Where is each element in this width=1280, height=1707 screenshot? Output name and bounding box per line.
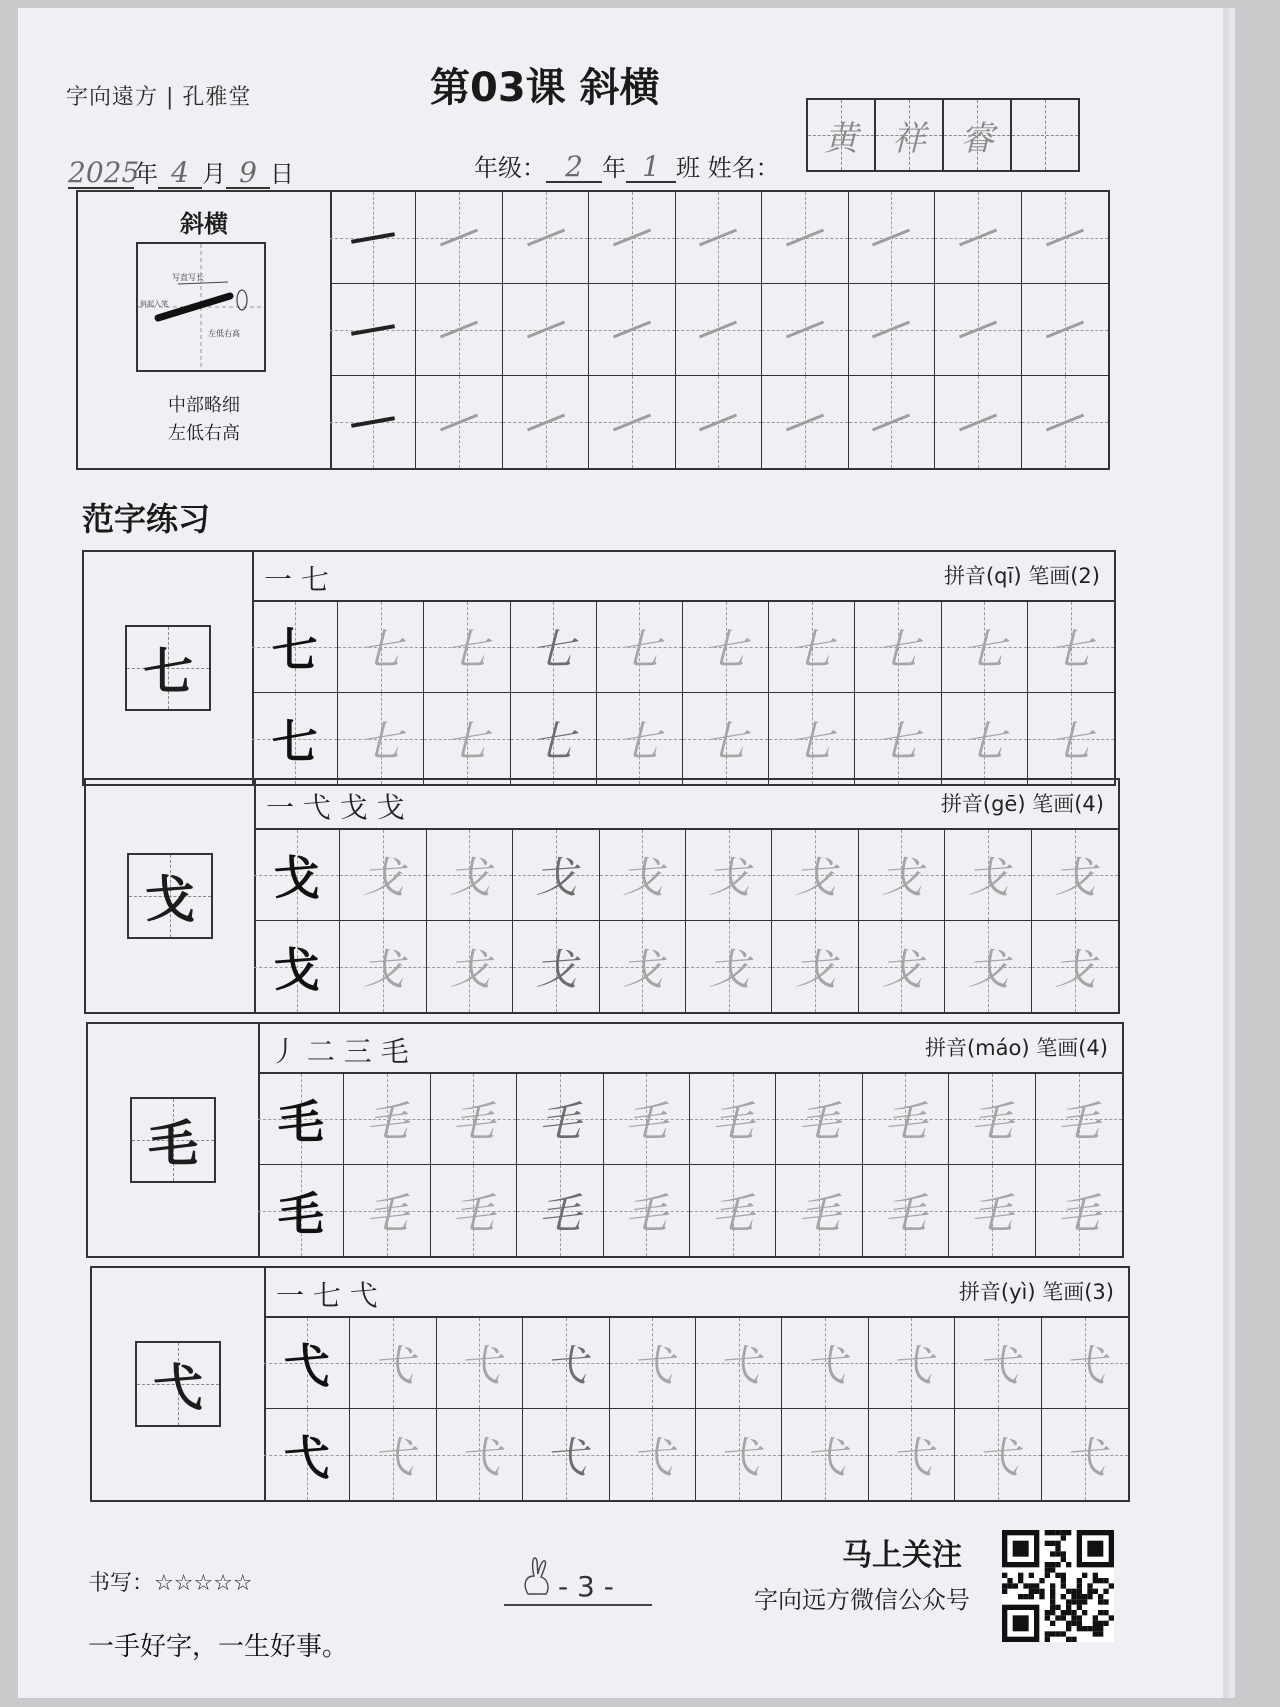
model-character: 戈 bbox=[273, 851, 320, 905]
traced-character: 毛 bbox=[711, 1188, 754, 1238]
character-practice-cell[interactable] bbox=[597, 602, 683, 693]
traced-character: 毛 bbox=[538, 1097, 581, 1146]
character-practice-cell[interactable] bbox=[690, 1074, 776, 1165]
stroke-annotation: 斜起入笔 bbox=[140, 300, 168, 308]
pinyin-label: 拼音 bbox=[940, 792, 983, 816]
name-grid[interactable] bbox=[806, 98, 1080, 172]
character-practice-cell[interactable] bbox=[782, 1409, 868, 1500]
stroke-practice-cell[interactable] bbox=[762, 284, 848, 376]
traced-character: 弋 bbox=[804, 1432, 847, 1482]
character-practice-cell[interactable] bbox=[517, 1165, 603, 1256]
strokes-label: 笔画 bbox=[1042, 1280, 1085, 1304]
traced-character: 弋 bbox=[458, 1341, 501, 1390]
character-practice-cell[interactable] bbox=[437, 1318, 523, 1409]
character-practice-cell[interactable] bbox=[350, 1409, 436, 1500]
stroke-practice-cell[interactable] bbox=[849, 192, 935, 284]
date-year[interactable]: 2025 bbox=[68, 156, 140, 189]
character-practice-cell[interactable] bbox=[258, 1165, 344, 1256]
stroke-practice-cell[interactable] bbox=[589, 376, 675, 468]
stroke-name: 斜横 bbox=[180, 210, 228, 238]
character-practice-cell[interactable] bbox=[604, 1074, 690, 1165]
strokes-value: 2 bbox=[1078, 564, 1092, 588]
character-practice-cell[interactable] bbox=[942, 602, 1028, 693]
character-practice-cell[interactable] bbox=[1042, 1318, 1128, 1409]
name-cell[interactable]: 祥 bbox=[876, 100, 944, 170]
strokes-label: 笔画 bbox=[1036, 1036, 1079, 1060]
stroke-practice-cell[interactable] bbox=[416, 376, 502, 468]
character-practice-grid bbox=[254, 828, 1118, 1012]
traced-character: 戈 bbox=[448, 944, 491, 994]
model-character-panel bbox=[92, 1268, 266, 1500]
traced-character: 七 bbox=[1049, 625, 1092, 674]
motto: 一手好字，一生好事。 bbox=[88, 1632, 349, 1662]
traced-character: 毛 bbox=[452, 1188, 495, 1238]
stroke-order: 一 七 bbox=[264, 563, 329, 596]
grade-value[interactable]: 2 bbox=[546, 153, 602, 183]
character-practice-cell[interactable] bbox=[340, 921, 426, 1012]
model-character-panel bbox=[86, 780, 256, 1012]
stroke-practice-cell[interactable] bbox=[416, 192, 502, 284]
traced-character: 戈 bbox=[966, 944, 1009, 994]
rabbit-icon-svg bbox=[518, 1554, 558, 1598]
traced-character: 毛 bbox=[884, 1097, 927, 1146]
character-practice-cell[interactable] bbox=[772, 830, 858, 921]
character-practice-grid bbox=[264, 1316, 1128, 1500]
character-practice-cell[interactable] bbox=[1042, 1409, 1128, 1500]
traced-character: 戈 bbox=[880, 853, 923, 902]
strokes-label: 笔画 bbox=[1032, 792, 1075, 816]
character-practice-cell[interactable] bbox=[338, 693, 424, 784]
wechat-label: 字向远方微信公众号 bbox=[754, 1586, 970, 1614]
character-practice-cell[interactable] bbox=[769, 602, 855, 693]
traced-character: 戈 bbox=[362, 853, 405, 902]
stroke-grid bbox=[330, 192, 1108, 468]
traced-character: 戈 bbox=[448, 853, 491, 902]
traced-character: 弋 bbox=[717, 1341, 760, 1390]
model-character: 弋 bbox=[283, 1430, 330, 1485]
date-year-label: 年 bbox=[134, 160, 158, 188]
stroke-note: 左低右高 bbox=[168, 423, 240, 444]
grade-unit: 年 bbox=[602, 154, 626, 182]
character-practice-grid bbox=[258, 1072, 1122, 1256]
character-practice-cell[interactable] bbox=[338, 602, 424, 693]
character-practice-cell[interactable] bbox=[863, 1165, 949, 1256]
character-practice-cell[interactable] bbox=[1036, 1165, 1122, 1256]
traced-character: 戈 bbox=[794, 853, 837, 902]
traced-character: 毛 bbox=[366, 1097, 409, 1146]
follow-label: 马上关注 bbox=[842, 1538, 962, 1573]
traced-character: 七 bbox=[532, 716, 575, 766]
class-value[interactable]: 1 bbox=[626, 153, 676, 183]
name-cell[interactable]: 黄 bbox=[808, 100, 876, 170]
brand-logo: 字向遠方 | 孔雅堂 bbox=[66, 85, 252, 110]
traced-character: 戈 bbox=[621, 853, 664, 902]
page-underline bbox=[504, 1604, 652, 1606]
character-practice-cell[interactable] bbox=[1032, 921, 1118, 1012]
stroke-notes bbox=[78, 392, 330, 448]
pinyin-label: 拼音 bbox=[958, 1280, 1001, 1304]
traced-character: 弋 bbox=[631, 1432, 674, 1482]
stroke-practice-cell[interactable] bbox=[330, 284, 416, 376]
stroke-practice-cell[interactable] bbox=[849, 376, 935, 468]
strokes-label: 笔画 bbox=[1028, 564, 1071, 588]
traced-character: 弋 bbox=[372, 1341, 415, 1390]
character-practice-cell[interactable] bbox=[686, 921, 772, 1012]
traced-character: 弋 bbox=[544, 1432, 587, 1482]
character-practice-cell[interactable] bbox=[437, 1409, 523, 1500]
lesson-title: 第03课 斜横 bbox=[430, 65, 660, 111]
character-practice-cell[interactable] bbox=[772, 921, 858, 1012]
strokes-value: 4 bbox=[1082, 792, 1096, 816]
traced-character: 戈 bbox=[362, 944, 405, 994]
traced-character: 弋 bbox=[1063, 1432, 1106, 1482]
stroke-practice-cell[interactable] bbox=[1022, 284, 1108, 376]
traced-character: 戈 bbox=[707, 853, 750, 902]
traced-character: 七 bbox=[359, 625, 402, 674]
traced-character: 七 bbox=[1049, 716, 1092, 766]
character-practice-cell[interactable] bbox=[683, 602, 769, 693]
stroke-diagram-svg bbox=[138, 244, 264, 370]
character-practice-cell[interactable] bbox=[523, 1318, 609, 1409]
date-day[interactable]: 9 bbox=[226, 159, 270, 189]
model-character-box bbox=[130, 1097, 216, 1183]
character-practice-cell[interactable] bbox=[782, 1318, 868, 1409]
character-practice-cell[interactable] bbox=[945, 921, 1031, 1012]
traced-character: 戈 bbox=[1053, 944, 1096, 994]
character-practice-cell[interactable] bbox=[869, 1409, 955, 1500]
date-line bbox=[68, 154, 294, 189]
character-practice-cell[interactable] bbox=[683, 693, 769, 784]
model-character-box bbox=[125, 625, 211, 711]
character-meta: 拼音(yì) 笔画(3) bbox=[958, 1280, 1114, 1304]
model-character: 七 bbox=[271, 623, 318, 677]
character-practice-cell[interactable] bbox=[523, 1409, 609, 1500]
traced-character: 毛 bbox=[1057, 1097, 1100, 1146]
traced-character: 七 bbox=[704, 625, 747, 674]
character-meta: 拼音(gē) 笔画(4) bbox=[940, 792, 1104, 816]
stroke-practice-cell[interactable] bbox=[935, 284, 1021, 376]
traced-character: 毛 bbox=[798, 1097, 841, 1146]
traced-character: 七 bbox=[963, 625, 1006, 674]
character-practice-cell[interactable] bbox=[427, 830, 513, 921]
traced-character: 毛 bbox=[884, 1188, 927, 1238]
character-practice-cell[interactable] bbox=[776, 1074, 862, 1165]
page-number: - 3 - bbox=[558, 1570, 614, 1603]
traced-character: 弋 bbox=[372, 1432, 415, 1482]
character-block bbox=[82, 550, 1116, 786]
character-practice-cell[interactable] bbox=[254, 830, 340, 921]
traced-character: 毛 bbox=[625, 1188, 668, 1238]
model-character: 弋 bbox=[283, 1339, 330, 1393]
model-character: 弋 bbox=[153, 1358, 203, 1417]
traced-character: 毛 bbox=[970, 1097, 1013, 1146]
character-practice-cell[interactable] bbox=[597, 693, 683, 784]
traced-character: 弋 bbox=[458, 1432, 501, 1482]
character-practice-cell[interactable] bbox=[610, 1409, 696, 1500]
worksheet-page bbox=[18, 8, 1223, 1698]
character-practice-cell[interactable] bbox=[424, 693, 510, 784]
character-practice-cell[interactable] bbox=[869, 1318, 955, 1409]
stroke-practice-cell[interactable] bbox=[849, 284, 935, 376]
character-practice-cell[interactable] bbox=[769, 693, 855, 784]
character-practice-cell[interactable] bbox=[424, 602, 510, 693]
traced-character: 弋 bbox=[717, 1432, 760, 1482]
stroke-practice-cell[interactable] bbox=[416, 284, 502, 376]
traced-character: 弋 bbox=[1063, 1341, 1106, 1390]
character-practice-cell[interactable] bbox=[513, 921, 599, 1012]
stroke-order: 一 七 弋 bbox=[276, 1279, 378, 1312]
traced-character: 毛 bbox=[1057, 1188, 1100, 1238]
stroke-practice-cell[interactable] bbox=[1022, 376, 1108, 468]
character-practice-cell[interactable] bbox=[955, 1318, 1041, 1409]
character-practice-cell[interactable] bbox=[511, 602, 597, 693]
pinyin-value: máo bbox=[975, 1036, 1022, 1060]
traced-character: 七 bbox=[963, 716, 1006, 766]
traced-character: 戈 bbox=[794, 944, 837, 994]
model-character-panel bbox=[84, 552, 254, 784]
traced-character: 毛 bbox=[798, 1188, 841, 1238]
model-character-box bbox=[127, 853, 213, 939]
traced-character: 七 bbox=[790, 716, 833, 766]
character-block bbox=[90, 1266, 1130, 1502]
character-practice-cell[interactable] bbox=[1028, 602, 1114, 693]
model-character: 毛 bbox=[277, 1186, 324, 1241]
stroke-practice-cell[interactable] bbox=[503, 376, 589, 468]
traced-character: 毛 bbox=[625, 1097, 668, 1146]
character-practice-cell[interactable] bbox=[513, 830, 599, 921]
character-meta: 拼音(qī) 笔画(2) bbox=[943, 564, 1100, 588]
character-practice-cell[interactable] bbox=[600, 830, 686, 921]
stroke-annotation: 左低右高 bbox=[208, 329, 240, 338]
stroke-practice-cell[interactable] bbox=[676, 192, 762, 284]
character-practice-cell[interactable] bbox=[690, 1165, 776, 1256]
character-practice-cell[interactable] bbox=[600, 921, 686, 1012]
traced-character: 弋 bbox=[544, 1341, 587, 1390]
class-label: 班 姓名： bbox=[676, 154, 780, 182]
character-practice-cell[interactable] bbox=[945, 830, 1031, 921]
character-practice-cell[interactable] bbox=[252, 602, 338, 693]
stroke-practice-cell[interactable] bbox=[935, 192, 1021, 284]
character-meta: 拼音(máo) 笔画(4) bbox=[924, 1036, 1108, 1060]
traced-character: 戈 bbox=[1053, 853, 1096, 902]
stroke-annotation: 写直写长 bbox=[172, 273, 204, 282]
traced-character: 七 bbox=[790, 625, 833, 674]
character-practice-cell[interactable] bbox=[1036, 1074, 1122, 1165]
character-practice-cell[interactable] bbox=[955, 1409, 1041, 1500]
strokes-value: 3 bbox=[1092, 1280, 1106, 1304]
model-character: 七 bbox=[271, 714, 318, 769]
traced-character: 弋 bbox=[976, 1341, 1019, 1390]
traced-character: 弋 bbox=[631, 1341, 674, 1390]
stroke-practice-cell[interactable] bbox=[503, 192, 589, 284]
traced-character: 戈 bbox=[534, 944, 577, 994]
character-practice-cell[interactable] bbox=[942, 693, 1028, 784]
stroke-note: 中部略细 bbox=[168, 395, 240, 416]
stroke-practice-cell[interactable] bbox=[503, 284, 589, 376]
stroke-practice-cell[interactable] bbox=[762, 192, 848, 284]
character-practice-cell[interactable] bbox=[859, 830, 945, 921]
traced-character: 七 bbox=[359, 716, 402, 766]
traced-character: 七 bbox=[876, 625, 919, 674]
traced-character: 毛 bbox=[970, 1188, 1013, 1238]
stroke-practice-cell[interactable] bbox=[330, 376, 416, 468]
character-practice-cell[interactable] bbox=[431, 1165, 517, 1256]
character-practice-cell[interactable] bbox=[859, 921, 945, 1012]
character-practice-cell[interactable] bbox=[1028, 693, 1114, 784]
traced-character: 毛 bbox=[452, 1097, 495, 1146]
character-practice-cell[interactable] bbox=[344, 1074, 430, 1165]
character-practice-cell[interactable] bbox=[350, 1318, 436, 1409]
traced-character: 戈 bbox=[621, 944, 664, 994]
pinyin-value: yì bbox=[1009, 1280, 1028, 1304]
stroke-practice-cell[interactable] bbox=[935, 376, 1021, 468]
model-character: 毛 bbox=[277, 1095, 324, 1149]
character-practice-cell[interactable] bbox=[855, 602, 941, 693]
character-practice-cell[interactable] bbox=[254, 921, 340, 1012]
stroke-info-panel bbox=[78, 192, 332, 468]
character-block bbox=[86, 1022, 1124, 1258]
traced-character: 弋 bbox=[804, 1341, 847, 1390]
traced-character: 七 bbox=[445, 625, 488, 674]
character-practice-cell[interactable] bbox=[604, 1165, 690, 1256]
name-cell[interactable] bbox=[1012, 100, 1078, 170]
character-practice-cell[interactable] bbox=[517, 1074, 603, 1165]
character-practice-cell[interactable] bbox=[344, 1165, 430, 1256]
model-character: 戈 bbox=[273, 942, 320, 997]
grade-line bbox=[474, 148, 780, 183]
writing-rating bbox=[88, 1566, 253, 1597]
traced-character: 戈 bbox=[534, 853, 577, 902]
character-practice-cell[interactable] bbox=[949, 1074, 1035, 1165]
character-block bbox=[84, 778, 1120, 1014]
traced-character: 七 bbox=[618, 716, 661, 766]
date-month[interactable]: 4 bbox=[158, 159, 202, 189]
stroke-order: 一 弋 戈 戈 bbox=[266, 791, 405, 824]
character-practice-cell[interactable] bbox=[855, 693, 941, 784]
stroke-practice-cell[interactable] bbox=[330, 192, 416, 284]
pinyin-value: qī bbox=[994, 564, 1014, 588]
character-practice-cell[interactable] bbox=[949, 1165, 1035, 1256]
traced-character: 戈 bbox=[880, 944, 923, 994]
strokes-value: 4 bbox=[1086, 1036, 1100, 1060]
qr-code-icon[interactable] bbox=[1002, 1530, 1114, 1642]
character-practice-cell[interactable] bbox=[1032, 830, 1118, 921]
stroke-practice-cell[interactable] bbox=[676, 284, 762, 376]
character-practice-cell[interactable] bbox=[696, 1318, 782, 1409]
model-character-panel bbox=[88, 1024, 260, 1256]
grade-label: 年级： bbox=[474, 154, 546, 182]
traced-character: 戈 bbox=[966, 853, 1009, 902]
character-practice-cell[interactable] bbox=[258, 1074, 344, 1165]
stroke-practice-cell[interactable] bbox=[1022, 192, 1108, 284]
name-cell[interactable]: 睿 bbox=[944, 100, 1012, 170]
stroke-practice-cell[interactable] bbox=[589, 284, 675, 376]
traced-character: 七 bbox=[618, 625, 661, 674]
stroke-diagram bbox=[136, 242, 266, 372]
traced-character: 弋 bbox=[976, 1432, 1019, 1482]
traced-character: 戈 bbox=[707, 944, 750, 994]
traced-character: 七 bbox=[704, 716, 747, 766]
section-title: 范字练习 bbox=[82, 500, 211, 538]
character-practice-cell[interactable] bbox=[511, 693, 597, 784]
model-character-box bbox=[135, 1341, 221, 1427]
stroke-practice-cell[interactable] bbox=[676, 376, 762, 468]
model-character: 戈 bbox=[145, 870, 195, 929]
traced-character: 毛 bbox=[538, 1188, 581, 1238]
date-day-label: 日 bbox=[270, 160, 294, 188]
model-character: 七 bbox=[143, 642, 193, 701]
pinyin-label: 拼音 bbox=[943, 564, 986, 588]
pinyin-label: 拼音 bbox=[924, 1036, 967, 1060]
pinyin-value: gē bbox=[991, 792, 1018, 816]
traced-character: 七 bbox=[532, 625, 575, 674]
character-practice-cell[interactable] bbox=[427, 921, 513, 1012]
stroke-practice-cell[interactable] bbox=[589, 192, 675, 284]
character-practice-grid bbox=[252, 600, 1114, 784]
character-practice-cell[interactable] bbox=[863, 1074, 949, 1165]
character-practice-cell[interactable] bbox=[696, 1409, 782, 1500]
character-practice-cell[interactable] bbox=[686, 830, 772, 921]
model-character: 毛 bbox=[148, 1114, 198, 1173]
traced-character: 七 bbox=[876, 716, 919, 766]
date-month-label: 月 bbox=[202, 160, 226, 188]
character-practice-cell[interactable] bbox=[610, 1318, 696, 1409]
traced-character: 弋 bbox=[890, 1341, 933, 1390]
character-practice-cell[interactable] bbox=[252, 693, 338, 784]
traced-character: 弋 bbox=[890, 1432, 933, 1482]
stroke-practice-block bbox=[76, 190, 1110, 470]
rabbit-icon bbox=[518, 1554, 558, 1602]
traced-character: 七 bbox=[445, 716, 488, 766]
character-practice-cell[interactable] bbox=[340, 830, 426, 921]
character-practice-cell[interactable] bbox=[264, 1318, 350, 1409]
traced-character: 毛 bbox=[366, 1188, 409, 1238]
stroke-order: 丿 二 三 毛 bbox=[270, 1035, 409, 1068]
character-practice-cell[interactable] bbox=[776, 1165, 862, 1256]
character-practice-cell[interactable] bbox=[431, 1074, 517, 1165]
stroke-practice-cell[interactable] bbox=[762, 376, 848, 468]
character-practice-cell[interactable] bbox=[264, 1409, 350, 1500]
traced-character: 毛 bbox=[711, 1097, 754, 1146]
writing-label: 书写： bbox=[88, 1571, 155, 1596]
rating-stars[interactable]: ☆☆☆☆☆ bbox=[154, 1571, 253, 1596]
